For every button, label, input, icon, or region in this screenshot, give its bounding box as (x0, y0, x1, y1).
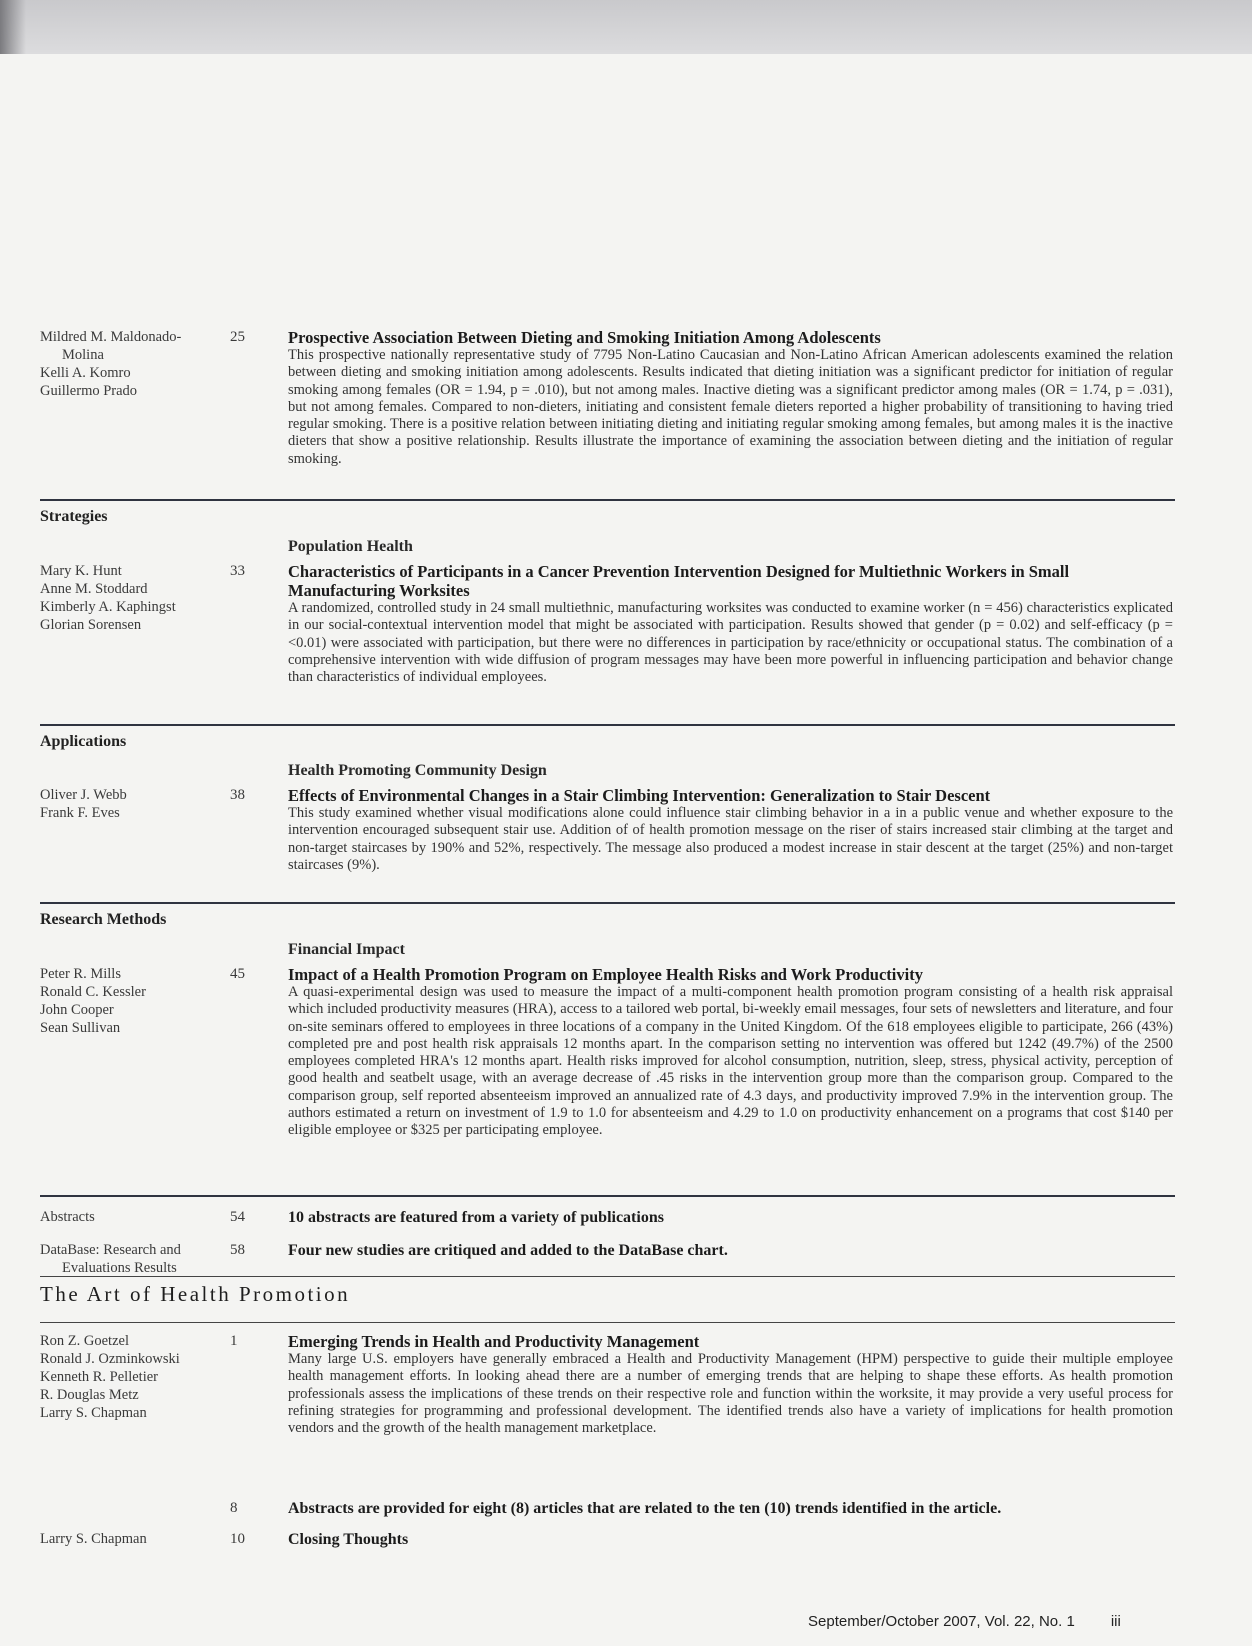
section-header-strategies: Strategies (40, 508, 108, 525)
section-divider (40, 1195, 1175, 1197)
page-number: 38 (230, 787, 245, 803)
roman-page-number: iii (1110, 1613, 1121, 1630)
article-title[interactable]: Impact of a Health Promotion Program on Employee Health Risks and Work Productivity (288, 965, 923, 984)
author-list (40, 1530, 220, 1548)
author: Ronald C. Kessler (40, 984, 146, 1000)
department-name: Evaluations Results (62, 1260, 177, 1276)
page-number: 1 (230, 1333, 238, 1349)
author: John Cooper (40, 1002, 114, 1018)
author-list (40, 1332, 220, 1422)
department-name: Abstracts (40, 1209, 95, 1225)
article-abstract: This study examined whether visual modifications alone could influence stair climbing behavior in a in a public venue and whether exposure to the intervention encouraged subsequent stair use. Addition of of health promotion message on the riser of stairs increased stair climbing at the target and non-target staircases by 190% and 52%, respectively. The message also produced a modest increase in stair descent at the target (25%) and non-target staircases (9%). (288, 805, 1173, 873)
page-number: 33 (230, 563, 245, 579)
author: R. Douglas Metz (40, 1387, 139, 1403)
article-title[interactable]: Characteristics of Participants in a Cancer Prevention Intervention Designed for Multiethnic Workers in Small Manufacturing Worksites (288, 562, 1070, 600)
author: Oliver J. Webb (40, 787, 127, 803)
entry-text[interactable]: Four new studies are critiqued and added to the DataBase chart. (288, 1242, 728, 1259)
section-header-research-methods: Research Methods (40, 911, 167, 928)
author: Glorian Sorensen (40, 617, 142, 633)
department-name: DataBase: Research and (40, 1242, 181, 1258)
page-number: 8 (230, 1500, 238, 1516)
page-number: 54 (230, 1209, 245, 1225)
author: Ron Z. Goetzel (40, 1333, 129, 1349)
section-divider (40, 902, 1175, 904)
author-list (40, 786, 220, 822)
author: Kelli A. Komro (40, 365, 131, 381)
art-of-health-promotion-header: The Art of Health Promotion (40, 1282, 351, 1306)
article-title[interactable]: Effects of Environmental Changes in a Stair Climbing Intervention: Generalization to Stair Descent (288, 786, 991, 805)
article-abstract: This prospective nationally representative study of 7795 Non-Latino Caucasian and Non-Latino African American adolescents examined the relation between dieting and smoking initiation among adolescents. Results indicated that dieting initiation was a significant predictor for initiation of regular smoking among females (OR = 1.94, p = .010), but not among males. Inactive dieting was a significant predictor among males (OR = 1.74, p = .031), but not among females. Compared to non-dieters, initiating and consistent female dieters reported a higher probability of transitioning to having tried regular smoking. There is a positive relation between initiating dieting and initiating regular smoking among females, but among males it is the inactive dieters that show a positive relationship. Results illustrate the importance of examining the association between dieting and the initiation of regular smoking. (288, 347, 1173, 467)
page-number: 45 (230, 966, 245, 982)
department-label (40, 1241, 220, 1277)
author: Guillermo Prado (40, 383, 138, 399)
author: Sean Sullivan (40, 1020, 121, 1036)
subsection-label: Health Promoting Community Design (288, 762, 547, 779)
author: Larry S. Chapman (40, 1405, 147, 1421)
entry-text[interactable]: Abstracts are provided for eight (8) articles that are related to the ten (10) trends identified in the article. (288, 1500, 1002, 1517)
article-abstract: A quasi-experimental design was used to measure the impact of a multi-component health promotion program consisting of a health risk appraisal which included productivity measures (HRA), access to a tailored web portal, bi-weekly email messages, four sets of newsletters and literature, and four on-site seminars offered to employees in three locations of a company in the United Kingdom. Of the 618 employees eligible to participate, 266 (43%) completed pre and post health risk appraisals 12 months apart. In the comparison setting no intervention was offered but 1242 (49.7%) of the 2500 employees completed HRA's 12 months apart. Health risks improved for alcohol consumption, nutrition, sleep, stress, physical activity, perception of good health and seatbelt usage, with an average decrease of .45 risks in the intervention group more than the comparison group. Compared to the comparison group, self reported absenteeism improved an annualized rate of 4.3 days, and productivity improved 7.9% in the intervention group. The authors estimated a return on investment of 1.9 to 1.0 for absenteeism and 4.29 to 1.0 on productivity enhancement on a programs that cost $140 per eligible employee or $325 per participating employee. (288, 984, 1173, 1139)
author: Anne M. Stoddard (40, 581, 148, 597)
author-list (40, 965, 220, 1037)
scan-top-band (0, 0, 1252, 54)
page-footer (808, 1613, 1121, 1630)
author: Ronald J. Ozminkowski (40, 1351, 180, 1367)
article-abstract: Many large U.S. employers have generally embraced a Health and Productivity Management (HPM) perspective to guide their multiple employee health management efforts. In looking ahead there are a number of emerging trends that are helping to shape these efforts. As health promotion professionals assess the implications of these trends on their respective role and function within the worksite, it may provide a very useful process for refining strategies for programming and professional development. The identified trends also have a variety of implications for health promotion vendors and the growth of the health management marketplace. (288, 1351, 1173, 1437)
subsection-label: Financial Impact (288, 941, 405, 958)
section-divider (40, 724, 1175, 726)
author: Frank F. Eves (40, 805, 120, 821)
author: Molina (62, 347, 104, 363)
author: Mildred M. Maldonado- (40, 329, 182, 345)
author-list (40, 328, 220, 400)
scan-edge-shadow (0, 0, 26, 54)
author: Mary K. Hunt (40, 563, 122, 579)
section-header-applications: Applications (40, 733, 127, 750)
entry-text[interactable]: 10 abstracts are featured from a variety of publications (288, 1209, 664, 1226)
section-divider (40, 1276, 1175, 1277)
page-number: 10 (230, 1531, 245, 1547)
author-list (40, 562, 220, 634)
article-abstract: A randomized, controlled study in 24 small multiethnic, manufacturing worksites was conducted to examine worker (n = 456) characteristics explicated in our social-contextual intervention model that might be associated with participation. Results showed that gender (p = 0.02) and self-efficacy (p = <0.01) were associated with participation, but there were no differences in participation by race/ethnicity or occupational status. The combination of a comprehensive intervention with wide diffusion of program messages may have been more powerful in influencing participation and behavior change than characteristics of individual employees. (288, 600, 1173, 686)
section-divider (40, 1322, 1175, 1323)
subsection-label: Population Health (288, 538, 413, 555)
section-divider (40, 499, 1175, 501)
author: Larry S. Chapman (40, 1531, 147, 1547)
author: Kimberly A. Kaphingst (40, 599, 176, 615)
department-label (40, 1208, 220, 1226)
entry-text[interactable]: Closing Thoughts (288, 1531, 409, 1548)
article-title[interactable]: Emerging Trends in Health and Productivity Management (288, 1332, 700, 1351)
page-number: 25 (230, 329, 245, 345)
page-number: 58 (230, 1242, 245, 1258)
author: Peter R. Mills (40, 966, 121, 982)
issue-info: September/October 2007, Vol. 22, No. 1 (808, 1613, 1075, 1630)
article-title[interactable]: Prospective Association Between Dieting and Smoking Initiation Among Adolescents (288, 328, 881, 347)
author: Kenneth R. Pelletier (40, 1369, 158, 1385)
